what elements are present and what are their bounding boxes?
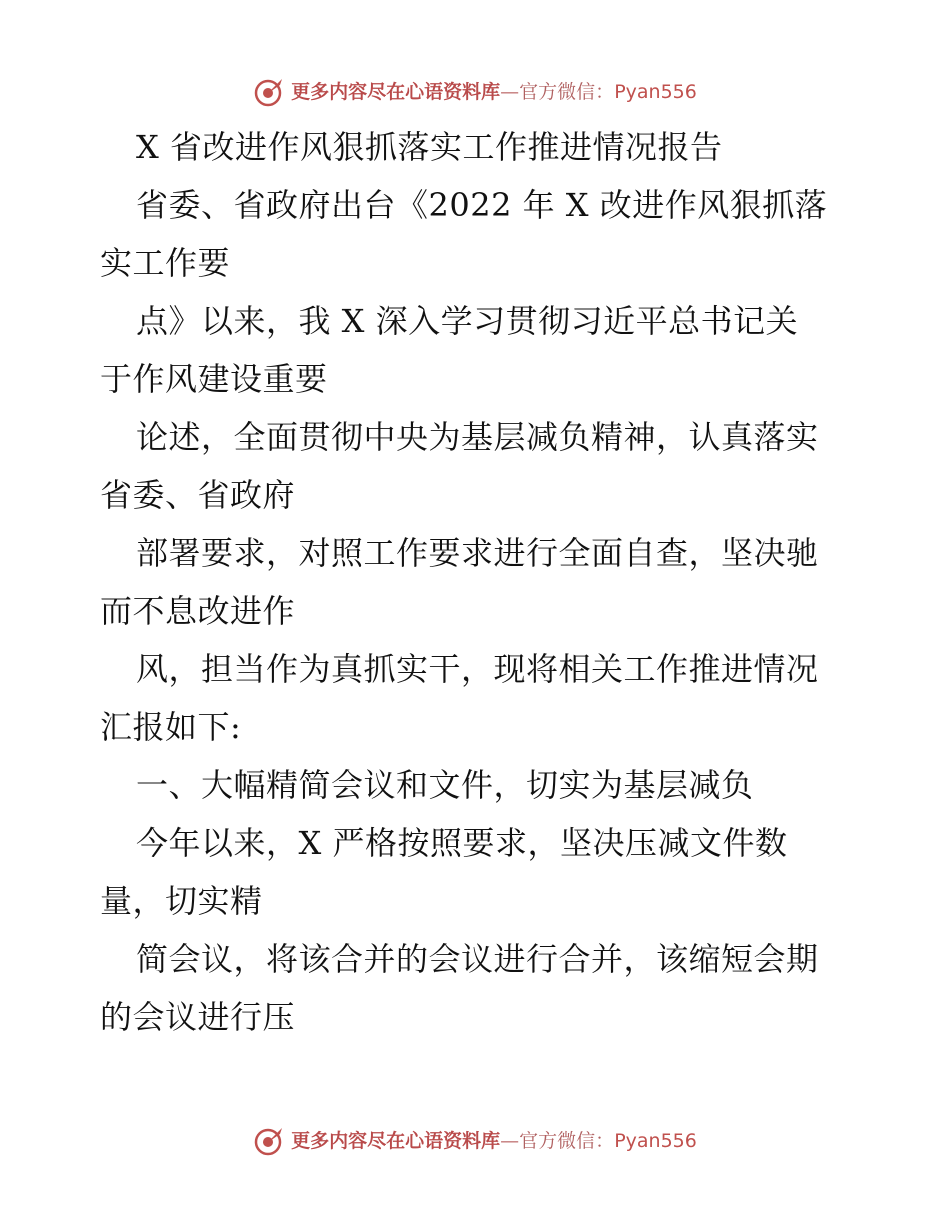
watermark-brand: 更多内容尽在心语资料库 <box>291 1129 501 1152</box>
document-title: X 省改进作风狠抓落实工作推进情况报告 <box>136 128 723 166</box>
paragraph-line: 于作风建设重要 <box>100 360 328 398</box>
quill-logo-icon <box>253 76 285 108</box>
footer-watermark <box>0 1121 950 1161</box>
watermark-label: 官方微信： <box>519 1129 615 1152</box>
quill-logo-icon <box>253 1125 285 1157</box>
paragraph-line: 点》以来，我 X 深入学习贯彻习近平总书记关 <box>136 302 799 340</box>
watermark-brand: 更多内容尽在心语资料库 <box>291 80 501 103</box>
watermark-separator: — <box>500 1129 520 1152</box>
section-heading: 一、大幅精简会议和文件，切实为基层减负 <box>136 766 754 804</box>
paragraph-line: 省委、省政府 <box>100 476 296 514</box>
document-body <box>100 118 860 1046</box>
header-watermark <box>0 72 950 112</box>
paragraph-line: 论述，全面贯彻中央为基层减负精神，认真落实 <box>136 418 819 456</box>
watermark-wechat-id: Pyan556 <box>614 80 697 103</box>
paragraph-line: 的会议进行压 <box>100 998 296 1036</box>
watermark-separator: — <box>500 80 520 103</box>
paragraph-line: 部署要求，对照工作要求进行全面自查，坚决驰 <box>136 534 819 572</box>
paragraph-line: 省委、省政府出台《2022 年 X 改进作风狠抓落 <box>136 186 828 224</box>
paragraph-line: 量，切实精 <box>100 882 263 920</box>
watermark-wechat-id: Pyan556 <box>614 1129 697 1152</box>
paragraph-line: 而不息改进作 <box>100 592 296 630</box>
paragraph-line: 简会议，将该合并的会议进行合并，该缩短会期 <box>136 940 819 978</box>
paragraph-line: 今年以来，X 严格按照要求，坚决压减文件数 <box>136 824 788 862</box>
paragraph-line: 实工作要 <box>100 244 231 282</box>
paragraph-line: 风，担当作为真抓实干，现将相关工作推进情况 <box>136 650 819 688</box>
paragraph-line: 汇报如下: <box>100 708 242 746</box>
watermark-label: 官方微信： <box>519 80 615 103</box>
